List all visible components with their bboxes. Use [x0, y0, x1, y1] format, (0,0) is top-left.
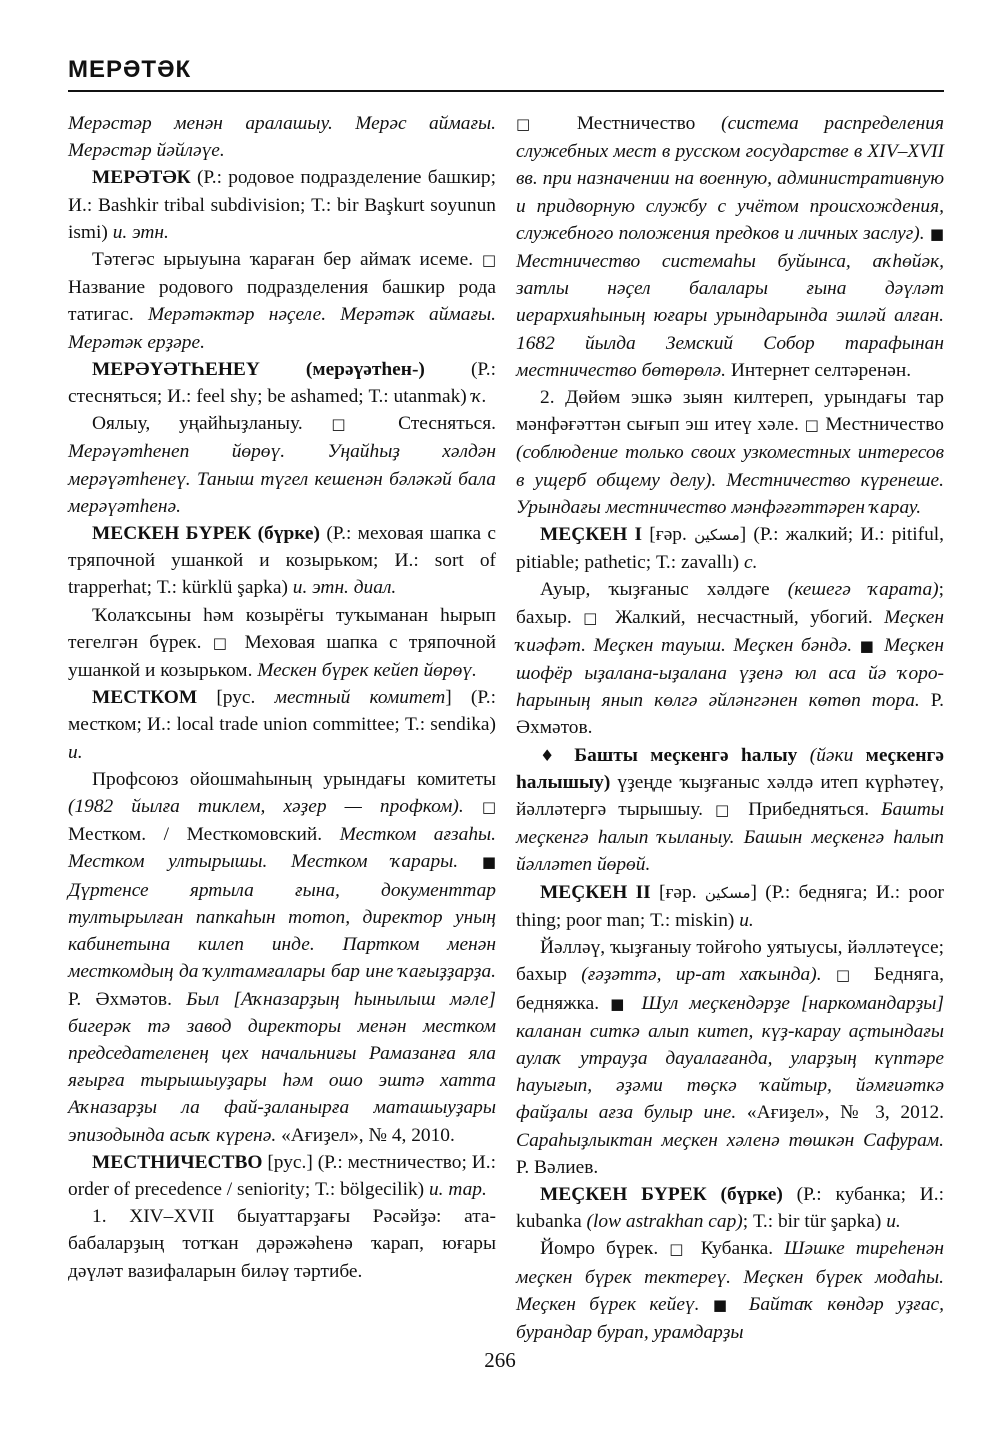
text: Название родового подразделения башкир рода татигас.: [68, 277, 496, 326]
dictionary-entry: [68, 356, 496, 410]
dictionary-entry: [516, 521, 944, 576]
continued-paragraph: [516, 110, 944, 384]
translation-marker-square-icon: □: [481, 251, 496, 270]
idiom-marker-diamond-icon: ♦: [540, 745, 562, 765]
italic-text: Башты меҫкенгә һалып ҡыланыу. Башын меҫкенгә һалып йәлләтеп йөрөй.: [516, 799, 944, 876]
text: ; Т.: bir tür şapka): [742, 1211, 887, 1233]
text: Ауыр, ҡыҙғаныс хәлдәге: [540, 579, 788, 601]
italic-text: Мескен бүрек кейеп йөрөү.: [257, 660, 477, 682]
translation-marker-square-icon: □: [714, 801, 737, 820]
text: [853, 745, 865, 766]
italic-text: ҡ.: [471, 386, 487, 408]
italic-text: (йәки: [809, 744, 854, 766]
italic-text: Меҫкен ҡиәфәт. Меҫкен тауыш. Меҫкен бәндә.: [516, 606, 944, 656]
text: Местком. / Месткомовский.: [68, 824, 340, 846]
text: [699, 1294, 712, 1315]
text: [458, 851, 482, 872]
italic-text: Был [Аҡназарҙың һынылыш мәле] бигерәк тә завод директоры менән местком председателенең цех начальниғы Рамазанға яла яғырға тырышыуҙары һәм ошо эштә хатта Аҡназарҙы ла фай-ҙаланырға маташыуҙары эпизодында асыҡ күренә.: [68, 988, 496, 1146]
text: Прибедняться.: [736, 799, 882, 821]
dictionary-entry: [68, 520, 496, 602]
italic-text: Местком ағзаһы. Местком ултырышы. Местком ҡарары.: [68, 824, 496, 873]
text: [736, 1294, 749, 1315]
text: Местничество: [819, 414, 944, 436]
dictionary-entry: [68, 1149, 496, 1203]
text: Ҡолаҡсыны һәм козырёгы туҡыманан һырып тегелгән бүрек.: [68, 604, 496, 653]
definition-paragraph: [516, 934, 944, 1181]
italic-text: и. этн. диал.: [292, 577, 397, 599]
text: ] (Р.: жалкий; И.: pitiful, pitiable; pathetic; Т.: zavallı): [516, 524, 944, 574]
text: [797, 745, 809, 766]
italic-text: Местничество системаһы буйынса, аҡһөйәк, затлы нәҫел балалары ғына дәүләт иерархияһының юғары урындарында эшләй алған. 1682 йылда Земский Собор тарафынан местничество бөтөрөлә.: [516, 251, 944, 381]
text: Р. Вәлиев.: [516, 1156, 599, 1178]
definition-paragraph: [68, 410, 496, 520]
italic-text: с.: [743, 552, 758, 574]
headword: МЕСТКОМ: [92, 687, 198, 709]
text: [рус.] (Р.: местничество; И.: order of precedence / seniority; Т.: bölgecilik): [68, 1151, 496, 1200]
dictionary-entry: [516, 879, 944, 934]
text: (Р.: стесняться; И.: feel shy; be ashamed; Т.: utanmak): [68, 358, 497, 408]
headword: МЕҪКЕН I: [540, 524, 643, 546]
dictionary-entry: [68, 164, 496, 246]
example-marker-block-icon: ■: [929, 224, 944, 243]
translation-marker-square-icon: □: [481, 798, 496, 817]
text: [ғәр.: [642, 524, 695, 546]
example-marker-block-icon: ■: [610, 994, 631, 1013]
example-marker-block-icon: ■: [481, 853, 496, 872]
dictionary-entry: [516, 1181, 944, 1235]
text: «Ағиҙел», № 3, 2012.: [736, 1102, 945, 1124]
continued-paragraph: [68, 110, 496, 164]
italic-text: и.: [739, 909, 754, 931]
dictionary-entry: [68, 684, 496, 766]
text: [ғәр.: [650, 881, 705, 903]
text: Профсоюз ойошмаһының урындағы комитеты: [92, 768, 496, 790]
headword: МЕҪКЕН II: [540, 881, 651, 903]
headword: МЕРӘҮӘТҺЕНЕҮ (мерәүәтһен-): [92, 358, 425, 380]
text: 1. XIV–XVII быуаттарҙағы Рәсәйҙә: ата-бабаларҙың тотҡан дәрәжәһенә ҡарап, юғары дәүләт вазифаларын биләү тәртибе.: [68, 1206, 496, 1282]
definition-paragraph: [68, 246, 496, 356]
italic-text: (low astrakhan cap): [586, 1211, 743, 1233]
translation-marker-square-icon: □: [212, 633, 234, 652]
italic-text: местный комитет: [274, 687, 446, 709]
definition-paragraph: [516, 742, 944, 879]
text: Меховая шапка с тряпочной ушанкой и козырьком.: [68, 631, 497, 682]
headword: МЕСТНИЧЕСТВО: [92, 1151, 263, 1173]
italic-text: Меҫкен шофёр ыҙалана-ыҙалана үҙенә юл аса йә ҡоро-һарының янып көлгә әйләнгәнен көтөп тора.: [516, 634, 944, 712]
text: [630, 993, 641, 1014]
text: Бедняга, бедняжка.: [516, 964, 944, 1014]
headword: МЕРӘТӘК: [92, 167, 191, 189]
header-rule: [68, 90, 944, 92]
translation-marker-square-icon: □: [331, 415, 370, 434]
text: Стесняться.: [369, 413, 496, 435]
headword: МЕҪКЕН БҮРЕК (бүрке): [540, 1183, 783, 1205]
text: [822, 964, 836, 985]
italic-text: Шул меҫкендәрҙе [наркомандарҙы] каланан ситкә алып китеп, күҙ-карау аҫтындағы аулаҡ утрауҙа дауалағанда, уларҙың күптәре һауығып, әҙәми төҫкә ҡайтыр, йәмғиәткә файҙалы ағза булыр ине.: [516, 992, 944, 1124]
text: [рус.: [197, 687, 275, 709]
definition-paragraph: [68, 1203, 496, 1285]
translation-marker-square-icon: □: [835, 966, 860, 985]
headword: МЕСКЕН БҮРЕК (бүрке): [92, 523, 320, 545]
italic-text: (система распределения служебных мест в русском государстве в XIV–XVII вв. при назначении на военную, административную и придворную службу с учётом происхождения, служебного положения предков и личных заслуг).: [516, 113, 944, 244]
definition-paragraph: [68, 602, 496, 685]
italic-text: и.: [68, 741, 83, 763]
italic-text: и. тар.: [428, 1178, 487, 1200]
translation-marker-square-icon: □: [583, 608, 604, 627]
text: Р. Әхмәтов.: [68, 988, 187, 1010]
left-column: [68, 110, 496, 1285]
text: ] (Р.: бедняга; И.: poor thing; poor man; Т.: miskin): [516, 881, 944, 931]
example-marker-block-icon: ■: [859, 636, 877, 655]
italic-text: Сараһыҙлыктан меҫкен хәленә төшкән Сафурам.: [516, 1129, 944, 1151]
arabic-etymon: مسكين: [704, 883, 751, 902]
italic-text: Мерәүәтһенеп йөрөү. Уңайһыҙ хәлдән мерәүәтһенеү. Таныш түгел кешенән бәләкәй бала мерәүәтһенә.: [68, 441, 496, 517]
text: (Р.: родовое подразделение башкир; И.: Bashkir tribal subdivision; Т.: bir Başkurt soyunun ismi): [68, 167, 496, 243]
headword: меҫкенгә һалышыу): [516, 744, 944, 793]
text: 2. Дөйөм эшкә зыян килтереп, урындағы тар мәнфәғәттән сығып эш итеү хәле.: [516, 387, 944, 436]
text: (Р.: кубанка; И.: kubanka: [516, 1183, 944, 1233]
translation-marker-square-icon: □: [516, 115, 552, 133]
definition-paragraph: [516, 384, 944, 521]
italic-text: (соблюдение только своих узкоместных интересов в ущерб общему делу). Местничество күренеше. Урындағы местничество мәнфәғәттәрен ҡарау.: [516, 442, 944, 518]
definition-paragraph: [516, 576, 944, 741]
italic-text: и. этн.: [112, 221, 169, 243]
italic-text: Мерәтәктәр нәҫеле. Мерәтәк аймағы. Мерәтәк ерҙәре.: [68, 304, 496, 353]
page-number: 266: [484, 1348, 516, 1372]
arabic-etymon: مسكين: [694, 526, 740, 545]
italic-text: Байтаҡ көндәр уҙғас, бурандар бурап, урамдарҙы: [516, 1293, 944, 1343]
italic-text: Мерәстәр менән аралашыу. Мерәс аймағы. Мерәстәр йәйләүе.: [68, 113, 496, 162]
text: [877, 635, 885, 656]
text: [852, 635, 860, 656]
italic-text: Шәшке тиреһенән меҫкен бүрек тектереү. Меҫкен бүрек модаһы. Меҫкен бүрек кейеү.: [516, 1238, 944, 1315]
text: «Ағиҙел», № 4, 2010.: [276, 1124, 455, 1146]
italic-text: (кешегә ҡарата): [787, 579, 939, 601]
right-column: [516, 110, 944, 1346]
italic-text: (1982 йылға тиклем, хәҙер — профком).: [68, 796, 464, 818]
italic-text: и.: [886, 1211, 901, 1233]
text: Местничество: [551, 113, 722, 134]
text: [464, 796, 482, 817]
text: ] (Р.: местком; И.: local trade union committee; Т.: sendika): [68, 687, 496, 736]
example-marker-block-icon: ■: [712, 1295, 736, 1314]
text: ; бахыр.: [516, 579, 944, 628]
text: Тәтегәс ырыуына ҡараған бер аймаҡ исеме.: [92, 249, 482, 271]
translation-marker-square-icon: □: [669, 1240, 690, 1259]
text: Йомро бүрек.: [540, 1238, 670, 1260]
headword: Башты меҫкенгә һалыу: [561, 744, 798, 766]
text: Кубанка.: [689, 1238, 785, 1260]
text: үҙеңде ҡыҙғаныс хәлдә итеп күрһәтеү, йәлләтергә тырышыу.: [516, 771, 944, 821]
text: Интернет селтәренән.: [726, 359, 912, 381]
text: Оялыу, уңайһыҙланыу.: [92, 413, 332, 435]
translation-marker-square-icon: □: [804, 416, 820, 435]
definition-paragraph: [68, 766, 496, 1149]
italic-text: Дүртенсе яртыла ғына, документтар тултырылған папкаһын тотоп, директор уның кабинетына килеп инде. Партком менән месткомдың да ҡултамғалары бар ине ҡағыҙҙарҙа.: [68, 879, 496, 983]
text: Йәлләү, ҡыҙғаныу тойғоһо уятыусы, йәлләтеүсе; бахыр: [516, 937, 944, 986]
text: Жалкий, несчастный, убогий.: [603, 606, 885, 628]
text: Р. Әхмәтов.: [516, 690, 944, 739]
text: (Р.: меховая шапка с тряпочной ушанкой и козырьком; И.: sort of trapperhat; Т.: kürklü şapka): [68, 523, 497, 599]
running-head: МЕРӘТӘК: [68, 56, 192, 83]
italic-text: (ғәҙәттә, ир-ат хаҡында).: [581, 964, 822, 986]
definition-paragraph: [516, 1235, 944, 1346]
